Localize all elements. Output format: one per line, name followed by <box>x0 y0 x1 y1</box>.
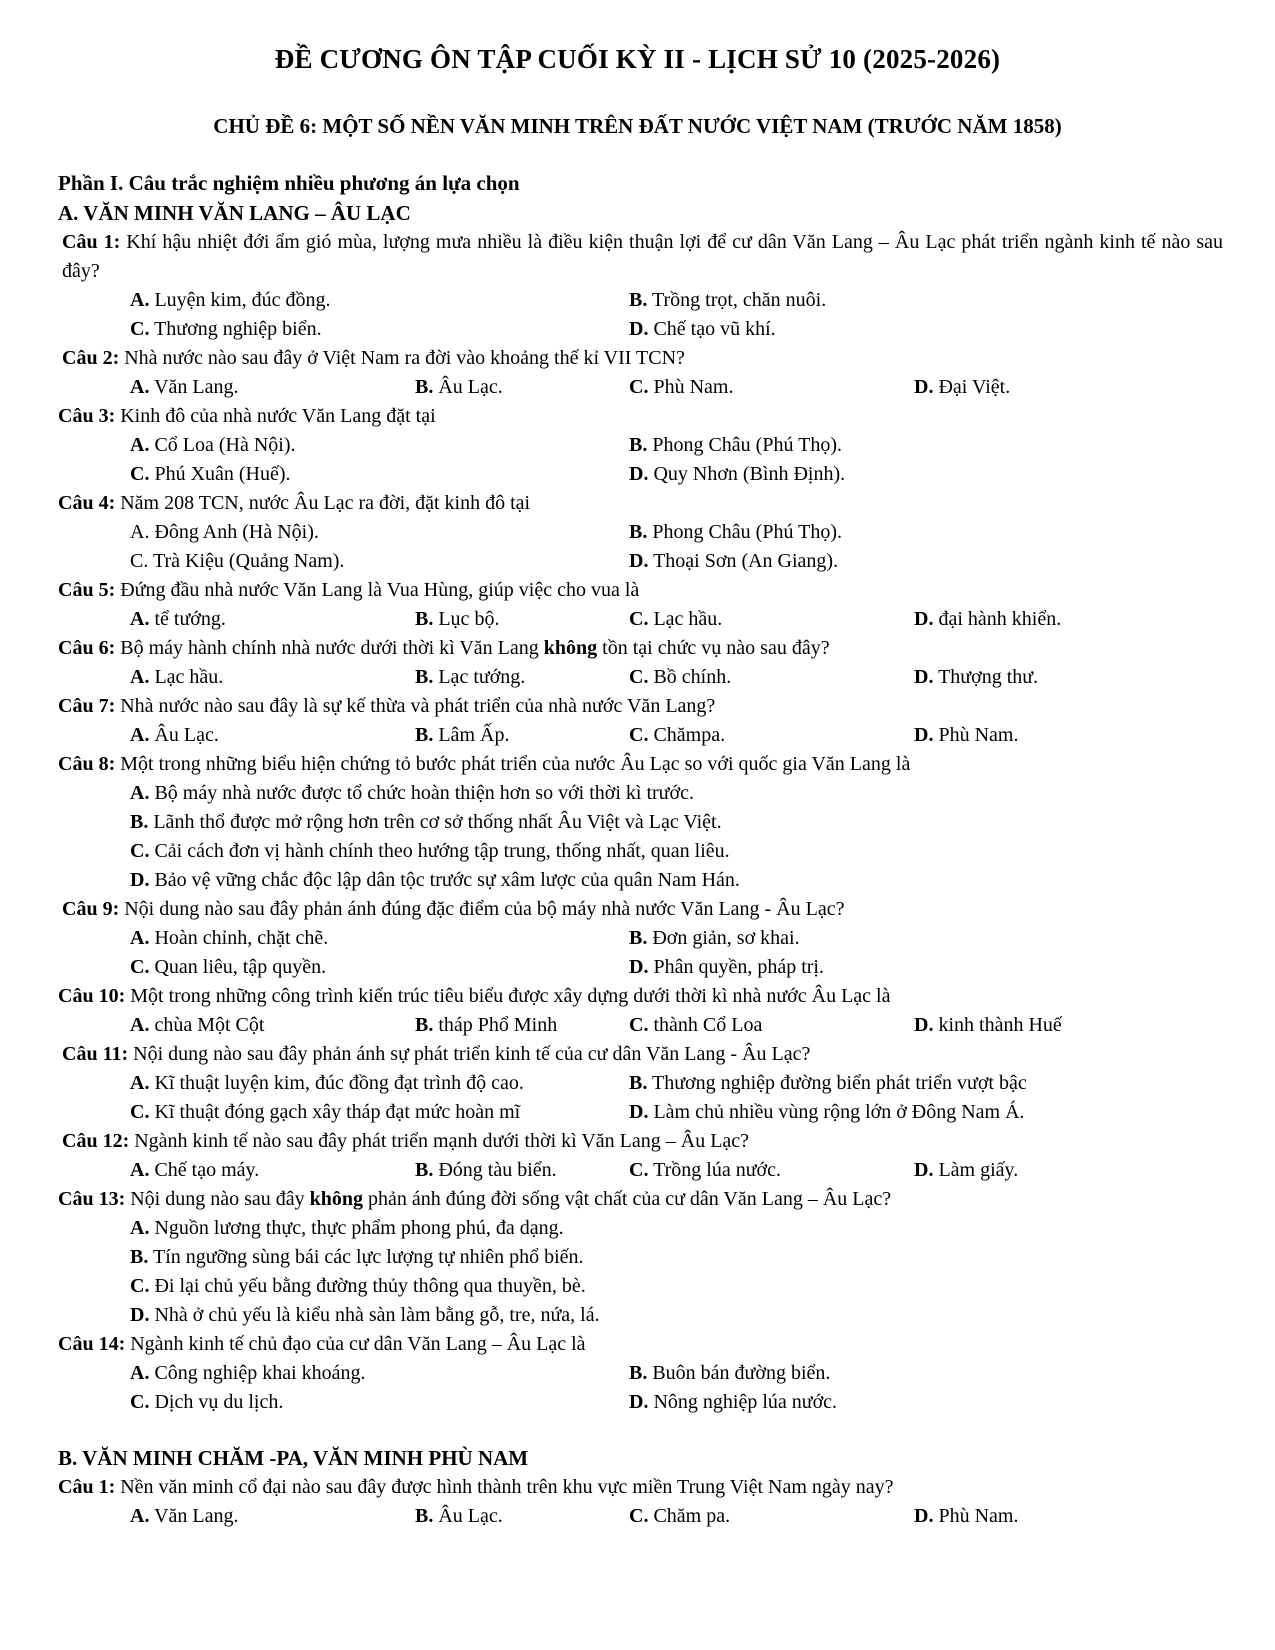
question-block <box>58 576 1223 634</box>
answer-options <box>58 721 1223 750</box>
question-block <box>58 750 1223 895</box>
question-text: Ngành kinh tế nào sau đây phát triển mạnh dưới thời kì Văn Lang – Âu Lạc? <box>129 1130 750 1152</box>
question-block <box>58 1040 1223 1127</box>
option-b: B. Đơn giản, sơ khai. <box>629 927 800 949</box>
option-d: D. Bảo vệ vững chắc độc lập dân tộc trước sự xâm lược của quân Nam Hán. <box>130 869 740 891</box>
option-b: B. Phong Châu (Phú Thọ). <box>629 521 842 543</box>
question-label: Câu 12: <box>62 1130 130 1152</box>
option-c: C. Trà Kiệu (Quảng Nam). <box>130 550 345 572</box>
option-a: A. Hoàn chỉnh, chặt chẽ. <box>130 927 329 949</box>
option-d: D. Thượng thư. <box>914 666 1039 688</box>
question-stem <box>58 750 1223 779</box>
question-label: Câu 1: <box>62 231 121 253</box>
question-text: Khí hậu nhiệt đới ẩm gió mùa, lượng mưa nhiều là điều kiện thuận lợi để cư dân Văn Lang – Âu Lạc phát triển ngành kinh tế nào sau đây? <box>62 231 1224 282</box>
document-body <box>58 168 1223 1531</box>
question-label: Câu 3: <box>58 405 116 427</box>
question-text: Nhà nước nào sau đây ở Việt Nam ra đời vào khoảng thế kỉ VII TCN? <box>119 347 685 369</box>
option-b: B. Lục bộ. <box>415 608 500 630</box>
option-b: B. Âu Lạc. <box>415 376 503 398</box>
option-a: A. Văn Lang. <box>130 1505 239 1527</box>
question-text: Một trong những công trình kiến trúc tiêu biểu được xây dựng dưới thời kì nhà nước Âu Lạc là <box>125 985 891 1007</box>
section-a-heading: A. VĂN MINH VĂN LANG – ÂU LẠC <box>58 201 411 225</box>
option-c: C. Lạc hầu. <box>629 608 723 630</box>
option-c: C. Đi lại chủ yếu bằng đường thủy thông qua thuyền, bè. <box>130 1275 586 1297</box>
question-label: Câu 6: <box>58 637 116 659</box>
question-block <box>58 344 1223 402</box>
option-b: B. Phong Châu (Phú Thọ). <box>629 434 842 456</box>
question-block <box>58 982 1223 1040</box>
answer-options <box>58 1359 1223 1417</box>
option-d: D. Nhà ở chủ yếu là kiểu nhà sàn làm bằng gỗ, tre, nứa, lá. <box>130 1304 600 1326</box>
question-text: Ngành kinh tế chủ đạo của cư dân Văn Lang – Âu Lạc là <box>125 1333 586 1355</box>
question-stem <box>58 344 1223 373</box>
question-text: Năm 208 TCN, nước Âu Lạc ra đời, đặt kinh đô tại <box>115 492 531 514</box>
question-label: Câu 1: <box>58 1476 116 1498</box>
question-label: Câu 13: <box>58 1188 126 1210</box>
question-block <box>58 634 1223 692</box>
option-d: D. kinh thành Huế <box>914 1014 1062 1036</box>
answer-options <box>58 779 1223 895</box>
question-label: Câu 10: <box>58 985 126 1007</box>
option-d: D. Phù Nam. <box>914 1505 1019 1527</box>
option-a: A. Âu Lạc. <box>130 724 219 746</box>
question-stem <box>58 402 1223 431</box>
question-text: Nhà nước nào sau đây là sự kế thừa và phát triển của nhà nước Văn Lang? <box>115 695 716 717</box>
option-c: C. Thương nghiệp biển. <box>130 318 322 340</box>
option-c: C. Bồ chính. <box>629 666 732 688</box>
question-block <box>58 489 1223 576</box>
option-d: D. Nông nghiệp lúa nước. <box>629 1391 838 1413</box>
page-subtitle: CHỦ ĐỀ 6: MỘT SỐ NỀN VĂN MINH TRÊN ĐẤT NƯỚC VIỆT NAM (TRƯỚC NĂM 1858) <box>213 114 1062 138</box>
question-block <box>58 228 1223 344</box>
answer-options <box>58 1502 1223 1531</box>
option-a: A. Lạc hầu. <box>130 666 224 688</box>
option-c: C. Quan liêu, tập quyền. <box>130 956 327 978</box>
question-label: Câu 2: <box>62 347 120 369</box>
answer-options <box>58 1214 1223 1330</box>
option-b: B. Lãnh thổ được mở rộng hơn trên cơ sở thống nhất Âu Việt và Lạc Việt. <box>130 811 722 833</box>
option-d: D. Phù Nam. <box>914 724 1019 746</box>
answer-options <box>58 431 1223 489</box>
option-d: D. Làm giấy. <box>914 1159 1019 1181</box>
option-a: A. Công nghiệp khai khoáng. <box>130 1362 366 1384</box>
emphasis-text: không <box>309 1188 364 1210</box>
question-stem <box>58 1473 1223 1502</box>
emphasis-text: không <box>543 637 598 659</box>
answer-options <box>58 1156 1223 1185</box>
option-c: C. Trồng lúa nước. <box>629 1159 781 1181</box>
part-heading: Phần I. Câu trắc nghiệm nhiều phương án lựa chọn <box>58 171 520 195</box>
question-stem <box>58 1330 1223 1359</box>
question-stem <box>58 1127 1223 1156</box>
answer-options <box>58 605 1223 634</box>
option-d: D. Đại Việt. <box>914 376 1011 398</box>
answer-options <box>58 1069 1223 1127</box>
option-c: C. thành Cổ Loa <box>629 1014 763 1036</box>
question-label: Câu 14: <box>58 1333 126 1355</box>
question-stem <box>58 576 1223 605</box>
question-label: Câu 7: <box>58 695 116 717</box>
option-a: A. tể tướng. <box>130 608 226 630</box>
option-b: B. Âu Lạc. <box>415 1505 503 1527</box>
question-text: Nội dung nào sau đây phản ánh đúng đặc điểm của bộ máy nhà nước Văn Lang - Âu Lạc? <box>119 898 845 920</box>
option-b: B. Lâm Ấp. <box>415 724 510 746</box>
answer-options <box>58 286 1223 344</box>
answer-options <box>58 1011 1223 1040</box>
question-block <box>58 1330 1223 1417</box>
question-block <box>58 402 1223 489</box>
section-b-heading: B. VĂN MINH CHĂM -PA, VĂN MINH PHÙ NAM <box>58 1446 529 1470</box>
question-stem: Câu 13: Nội dung nào sau đây không phản ánh đúng đời sống vật chất của cư dân Văn Lang – Âu Lạc? <box>58 1188 892 1210</box>
question-text: Kinh đô của nhà nước Văn Lang đặt tại <box>115 405 436 427</box>
question-block <box>58 1127 1223 1185</box>
option-d: D. Quy Nhơn (Bình Định). <box>629 463 846 485</box>
option-d: D. đại hành khiển. <box>914 608 1062 630</box>
option-a: A. Đông Anh (Hà Nội). <box>130 521 319 543</box>
question-text: Đứng đầu nhà nước Văn Lang là Vua Hùng, giúp việc cho vua là <box>115 579 640 601</box>
option-a: A. Bộ máy nhà nước được tổ chức hoàn thiện hơn so với thời kì trước. <box>130 782 694 804</box>
question-text: Một trong những biểu hiện chứng tỏ bước phát triển của nước Âu Lạc so với quốc gia Văn Lang là <box>115 753 911 775</box>
option-d: D. Phân quyền, pháp trị. <box>629 956 824 978</box>
option-a: A. Cổ Loa (Hà Nội). <box>130 434 296 456</box>
option-b: B. Buôn bán đường biển. <box>629 1362 831 1384</box>
option-b: B. Trồng trọt, chăn nuôi. <box>629 289 827 311</box>
option-a: A. Luyện kim, đúc đồng. <box>130 289 331 311</box>
question-block <box>58 692 1223 750</box>
answer-options <box>58 518 1223 576</box>
question-block <box>58 895 1223 982</box>
question-label: Câu 5: <box>58 579 116 601</box>
option-a: A. Văn Lang. <box>130 376 239 398</box>
option-b: B. Thương nghiệp đường biển phát triển vượt bậc <box>629 1072 1027 1094</box>
option-c: C. Dịch vụ du lịch. <box>130 1391 284 1413</box>
option-c: C. Chămpa. <box>629 724 726 746</box>
question-label: Câu 4: <box>58 492 116 514</box>
question-stem <box>58 228 1223 286</box>
option-b: B. tháp Phổ Minh <box>415 1014 558 1036</box>
option-a: A. Chế tạo máy. <box>130 1159 260 1181</box>
option-c: C. Phù Nam. <box>629 376 734 398</box>
option-c: C. Chăm pa. <box>629 1505 731 1527</box>
answer-options <box>58 373 1223 402</box>
option-d: D. Làm chủ nhiều vùng rộng lớn ở Đông Nam Á. <box>629 1101 1025 1123</box>
option-b: B. Đóng tàu biển. <box>415 1159 557 1181</box>
option-a: A. Nguồn lương thực, thực phẩm phong phú, đa dạng. <box>130 1217 564 1239</box>
question-block <box>58 1185 1223 1330</box>
question-text: Nội dung nào sau đây phản ánh sự phát triển kinh tế của cư dân Văn Lang - Âu Lạc? <box>128 1043 811 1065</box>
question-stem <box>58 489 1223 518</box>
option-b: B. Lạc tướng. <box>415 666 526 688</box>
question-block <box>58 1473 1223 1531</box>
answer-options <box>58 924 1223 982</box>
question-stem <box>58 895 1223 924</box>
option-d: D. Chế tạo vũ khí. <box>629 318 776 340</box>
page-title: ĐỀ CƯƠNG ÔN TẬP CUỐI KỲ II - LỊCH SỬ 10 (2025-2026) <box>274 44 1001 74</box>
question-stem <box>58 692 1223 721</box>
question-text: Nền văn minh cổ đại nào sau đây được hình thành trên khu vực miền Trung Việt Nam ngày nay? <box>115 1476 894 1498</box>
option-d: D. Thoại Sơn (An Giang). <box>629 550 839 572</box>
option-c: C. Cải cách đơn vị hành chính theo hướng tập trung, thống nhất, quan liêu. <box>130 840 730 862</box>
option-b: B. Tín ngưỡng sùng bái các lực lượng tự nhiên phổ biến. <box>130 1246 584 1268</box>
question-stem <box>58 982 1223 1011</box>
option-c: C. Kĩ thuật đóng gạch xây tháp đạt mức hoàn mĩ <box>130 1101 521 1123</box>
question-label: Câu 9: <box>62 898 120 920</box>
question-label: Câu 11: <box>62 1043 129 1065</box>
option-a: A. chùa Một Cột <box>130 1014 265 1036</box>
option-a: A. Kĩ thuật luyện kim, đúc đồng đạt trình độ cao. <box>130 1072 524 1094</box>
question-stem: Câu 6: Bộ máy hành chính nhà nước dưới thời kì Văn Lang không tồn tại chức vụ nào sau đây? <box>58 637 830 659</box>
option-c: C. Phú Xuân (Huế). <box>130 463 291 485</box>
answer-options <box>58 663 1223 692</box>
question-label: Câu 8: <box>58 753 116 775</box>
question-stem <box>58 1040 1223 1069</box>
